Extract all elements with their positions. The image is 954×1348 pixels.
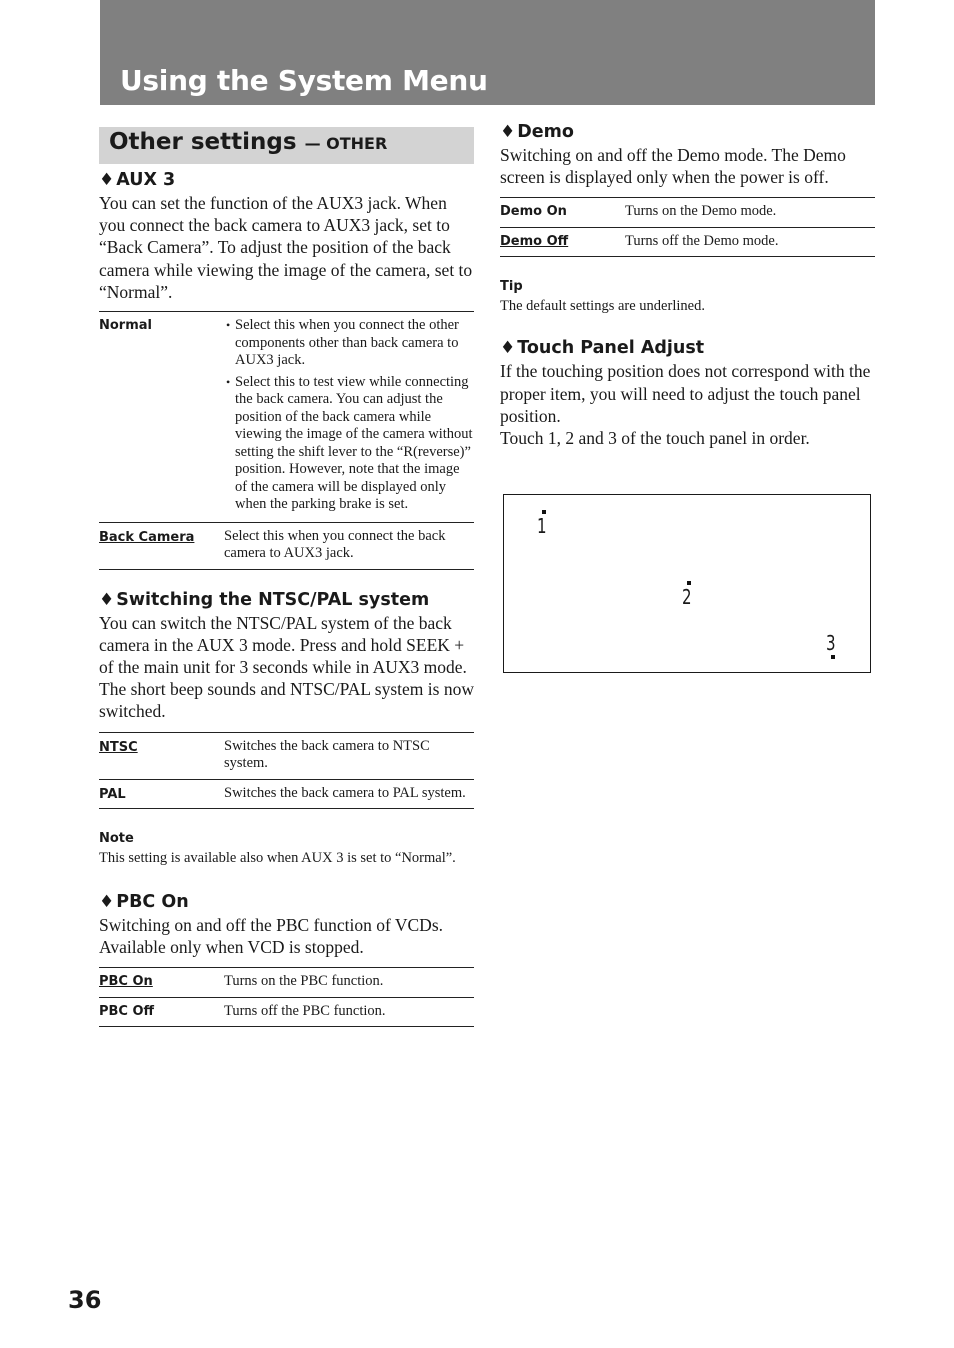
touch-mark (831, 655, 835, 659)
aux3-options-table (99, 311, 474, 570)
diamond-icon: ♦ (99, 170, 115, 190)
option-desc-demo-on: Turns on the Demo mode. (625, 203, 777, 220)
left-column (99, 127, 474, 1027)
diamond-icon: ♦ (99, 892, 115, 913)
touch-point-label: 3 (826, 631, 836, 655)
diamond-icon: ♦ (500, 338, 516, 359)
table-row (99, 312, 474, 523)
note-text: This setting is available also when AUX 3 is set to “Normal”. (99, 850, 456, 867)
option-desc-normal (224, 312, 474, 523)
pbc-heading-text: PBC On (116, 892, 189, 913)
pbc-body: Switching on and off the PBC function of VCDs. Available only when VCD is stopped. (99, 915, 444, 958)
list-item: • Select this to test view while connecting the back camera. You can adjust the position of the back camera while viewing the image of the camera without setting the shift lever to the “R(reverse)” position. However, note that the image of the camera will be displayed only when the parking brake is set. (224, 374, 474, 514)
normal-bullet-list (224, 317, 474, 514)
right-column (500, 120, 875, 449)
tip-label: Tip (500, 279, 523, 295)
option-desc-demo-off: Turns off the Demo mode. (625, 232, 779, 249)
option-desc-pbc-off: Turns off the PBC function. (224, 1002, 386, 1019)
ntsc-heading-text: Switching the NTSC/PAL system (116, 589, 430, 610)
demo-heading-text: Demo (517, 122, 574, 142)
option-name-ntsc: NTSC (99, 739, 138, 755)
demo-options-table (500, 197, 875, 257)
option-name-normal: Normal (99, 318, 152, 334)
option-desc-ntsc: Switches the back camera to NTSC system. (224, 737, 430, 772)
touch-heading (500, 336, 875, 360)
section-title-text: Other settings (109, 129, 297, 155)
option-name-pbc-on: PBC On (99, 974, 153, 990)
table-row (99, 997, 474, 1027)
touch-point-2 (680, 581, 700, 611)
option-desc-pal: Switches the back camera to PAL system. (224, 784, 466, 801)
table-row (99, 732, 474, 779)
option-name-demo-off: Demo Off (500, 233, 569, 249)
chapter-header (100, 0, 875, 105)
option-name-pbc-off: PBC Off (99, 1003, 155, 1019)
page-number: 36 (68, 1286, 102, 1314)
section-header (99, 127, 474, 164)
section-title (109, 129, 387, 155)
touch-point-label: 1 (537, 514, 547, 538)
section-subtitle: — OTHER (304, 134, 388, 153)
chapter-title: Using the System Menu (120, 64, 488, 97)
table-row (99, 968, 474, 998)
ntsc-body: You can switch the NTSC/PAL system of the back camera in the AUX 3 mode. Press and hold SEEK + of the main unit for 3 seconds while in AUX3 mode. The short beep sounds and NTSC/PAL system is now switched. (99, 612, 474, 722)
pbc-heading (99, 890, 474, 914)
tip-text: The default settings are underlined. (500, 298, 705, 315)
pbc-options-table (99, 967, 474, 1027)
aux3-heading-text: AUX 3 (116, 170, 176, 190)
ntsc-options-table (99, 732, 474, 810)
table-row (500, 198, 875, 228)
demo-heading (500, 120, 875, 144)
list-item: • Select this when you connect the other components other than back camera to AUX3 jack. (224, 317, 474, 370)
diamond-icon: ♦ (99, 589, 115, 610)
aux3-heading (99, 168, 474, 192)
table-row (99, 522, 474, 569)
touch-heading-text: Touch Panel Adjust (517, 338, 705, 359)
touch-body-1: If the touching position does not correspond with the proper item, you will need to adjust the touch panel position. (500, 361, 871, 426)
option-name-pal: PAL (99, 786, 126, 802)
touch-point-label: 2 (682, 585, 692, 609)
aux3-body: You can set the function of the AUX3 jack. When you connect the back camera to AUX3 jack, set to “Back Camera”. To adjust the position of the back camera while viewing the image of the camera, set to “Normal”. (99, 193, 473, 302)
touch-point-1 (535, 510, 555, 540)
touch-panel-diagram (503, 494, 871, 673)
option-name-back-camera: Back Camera (99, 529, 195, 545)
option-desc-back-camera: Select this when you connect the back camera to AUX3 jack. (224, 527, 446, 562)
touch-point-3 (824, 631, 844, 661)
option-name-demo-on: Demo On (500, 204, 567, 220)
demo-body: Switching on and off the Demo mode. The Demo screen is displayed only when the power is off. (500, 145, 846, 188)
diamond-icon: ♦ (500, 122, 516, 142)
ntsc-heading (99, 588, 474, 612)
table-row (500, 227, 875, 257)
touch-body-2: Touch 1, 2 and 3 of the touch panel in order. (500, 428, 810, 449)
option-desc-pbc-on: Turns on the PBC function. (224, 973, 384, 990)
note-label: Note (99, 831, 134, 847)
table-row (99, 779, 474, 809)
